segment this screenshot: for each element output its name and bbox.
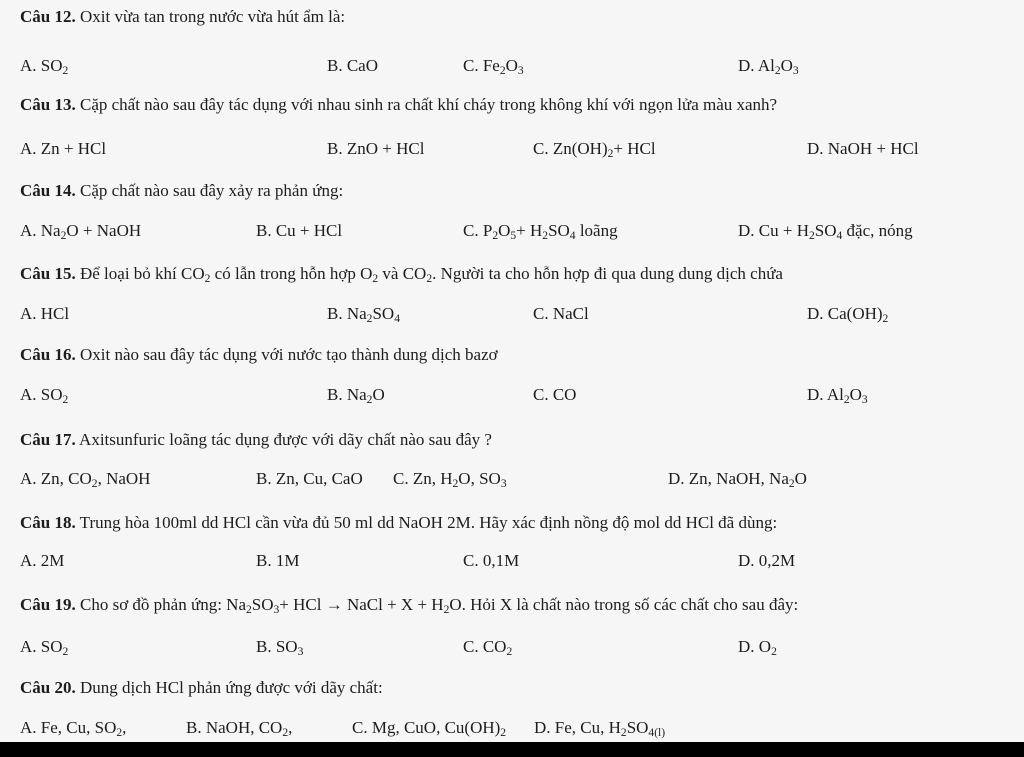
formula-text: có lẫn trong hỗn hợp O [210, 264, 373, 283]
option-label: C. [533, 304, 553, 323]
answer-option [327, 55, 378, 77]
answer-option [186, 717, 292, 739]
formula-text: và CO [378, 264, 427, 283]
subscript: 2 [452, 477, 459, 491]
answer-option [463, 636, 512, 658]
question-text: Oxit nào sau đây tác dụng với nước tạo thành dung dịch bazơ [75, 345, 498, 364]
formula-text: Fe, Cu, H [554, 718, 621, 737]
subscript: 2 [245, 603, 252, 617]
question-number: Câu 12. [20, 7, 76, 26]
subscript: 2 [60, 229, 67, 243]
question-number: Câu 20. [20, 678, 76, 697]
formula-text: Fe [482, 56, 500, 75]
answer-option [533, 303, 589, 325]
subscript: 2 [843, 393, 850, 407]
subscript: 3 [500, 477, 507, 491]
formula-text: Na [40, 221, 61, 240]
option-label: B. [256, 469, 276, 488]
option-label: D. [534, 718, 555, 737]
question-20 [20, 677, 383, 699]
option-label: A. [20, 718, 41, 737]
subscript: 2 [62, 393, 69, 407]
subscript: 3 [792, 64, 799, 78]
subscript: 3 [297, 645, 304, 659]
formula-text: Mg, CuO, Cu(OH) [371, 718, 501, 737]
question-text: Oxit vừa tan trong nước vừa hút ẩm là: [75, 7, 346, 26]
subscript: 2 [62, 645, 69, 659]
question-text: Cặp chất nào sau đây xảy ra phản ứng: [75, 181, 344, 200]
option-label: D. [738, 551, 759, 570]
subscript: 2 [62, 64, 69, 78]
answer-option [668, 468, 807, 490]
question-text: Trung hòa 100ml dd HCl cần vừa đủ 50 ml dd NaOH 2M. Hãy xác định nồng độ mol dd HCl đã dùng: [75, 513, 778, 532]
question-number: Câu 18. [20, 513, 76, 532]
option-label: D. [807, 304, 828, 323]
subscript: 3 [273, 603, 280, 617]
answer-option [463, 550, 519, 572]
formula-text: loãng [575, 221, 618, 240]
option-label: D. [738, 56, 758, 75]
subscript: 2 [808, 229, 815, 243]
option-label: C. [393, 469, 413, 488]
option-label: C. [463, 551, 483, 570]
question-17 [20, 429, 492, 451]
subscript: 2 [492, 229, 499, 243]
formula-text: Al [826, 385, 844, 404]
answer-option [327, 138, 424, 160]
option-label: D. [807, 385, 827, 404]
option-label: D. [738, 637, 759, 656]
formula-text: O. Hỏi X là chất nào trong số các chất cho sau đây: [449, 595, 799, 614]
subscript: 2 [607, 147, 614, 161]
subscript: 4 [394, 312, 400, 326]
formula-text: Cho sơ đồ phản ứng: Na [75, 595, 246, 614]
formula-text: . Người ta cho hỗn hợp đi qua dung dung dịch chứa [432, 264, 783, 283]
option-label: A. [20, 551, 41, 570]
answer-option [807, 138, 919, 160]
option-label: C. [533, 139, 553, 158]
answer-option [327, 384, 385, 406]
answer-option [463, 220, 618, 242]
formula-text: Cu + HCl [275, 221, 343, 240]
formula-text: NaCl [552, 304, 589, 323]
question-18 [20, 512, 777, 534]
answer-option [20, 717, 126, 739]
formula-text: O [372, 385, 385, 404]
question-number: Câu 13. [20, 95, 76, 114]
subscript: 4 [836, 229, 843, 243]
formula-text: 0,2M [758, 551, 796, 570]
formula-text: , [288, 718, 293, 737]
formula-text: O [849, 385, 862, 404]
formula-text: Zn(OH) [552, 139, 608, 158]
formula-text: O [794, 469, 807, 488]
option-label: B. [256, 221, 276, 240]
formula-text: Fe, Cu, SO [40, 718, 117, 737]
subscript: 2 [443, 603, 450, 617]
answer-option [352, 717, 506, 739]
answer-option [20, 384, 68, 406]
question-number: Câu 14. [20, 181, 76, 200]
formula-text: SO [626, 718, 649, 737]
formula-text: CO [552, 385, 577, 404]
option-label: C. [463, 221, 483, 240]
formula-text: Cu + H [758, 221, 809, 240]
answer-option [738, 220, 913, 242]
formula-text: , NaOH [97, 469, 151, 488]
subscript: 2 [426, 272, 433, 286]
formula-text: Để loại bỏ khí CO [75, 264, 205, 283]
formula-text: SO [548, 221, 570, 240]
option-label: B. [327, 56, 347, 75]
option-label: A. [20, 469, 41, 488]
answer-option [256, 220, 342, 242]
formula-text: Na [346, 385, 367, 404]
option-label: C. [463, 56, 483, 75]
subscript: 2 [499, 64, 506, 78]
subscript: 2 [882, 312, 889, 326]
formula-text: , [122, 718, 127, 737]
subscript: 2 [366, 312, 373, 326]
option-label: A. [20, 139, 41, 158]
formula-text: O [505, 56, 518, 75]
formula-text: + HCl → NaCl + X + H [279, 595, 444, 614]
formula-text: Zn, CO [40, 469, 92, 488]
subscript: 4(l) [648, 726, 666, 740]
formula-text: P [482, 221, 493, 240]
option-label: A. [20, 637, 41, 656]
answer-option [738, 550, 795, 572]
option-label: B. [327, 139, 347, 158]
formula-text: 1M [275, 551, 300, 570]
option-label: C. [352, 718, 372, 737]
subscript: 2 [506, 645, 513, 659]
option-label: A. [20, 304, 41, 323]
formula-text: SO [814, 221, 837, 240]
answer-option [256, 636, 303, 658]
question-text [75, 264, 783, 286]
formula-text: NaOH, CO [205, 718, 283, 737]
question-14 [20, 180, 343, 202]
answer-option [807, 303, 888, 325]
option-label: D. [668, 469, 689, 488]
question-number: Câu 16. [20, 345, 76, 364]
formula-text: ZnO + HCl [346, 139, 425, 158]
formula-text: SO [372, 304, 395, 323]
subscript: 2 [116, 726, 123, 740]
answer-option [393, 468, 507, 490]
formula-text: O, SO [458, 469, 501, 488]
formula-text: Zn, H [412, 469, 453, 488]
formula-text: O + NaOH [66, 221, 142, 240]
subscript: 2 [620, 726, 627, 740]
subscript: 2 [774, 64, 781, 78]
formula-text: O [780, 56, 793, 75]
formula-text: 2M [40, 551, 65, 570]
question-number: Câu 17. [20, 430, 76, 449]
formula-text: HCl [40, 304, 70, 323]
option-label: B. [186, 718, 206, 737]
subscript: 3 [517, 64, 524, 78]
answer-option [738, 636, 777, 658]
answer-option [327, 303, 400, 325]
answer-option [533, 384, 576, 406]
answer-option [533, 138, 656, 160]
question-number: Câu 19. [20, 595, 76, 614]
answer-option [20, 636, 68, 658]
answer-option [463, 55, 524, 77]
formula-text: đặc, nóng [842, 221, 913, 240]
formula-text: SO [251, 595, 274, 614]
formula-text: SO [40, 385, 63, 404]
question-12 [20, 6, 345, 28]
answer-option [20, 220, 141, 242]
question-16 [20, 344, 498, 366]
subscript: 2 [282, 726, 289, 740]
subscript: 5 [510, 229, 517, 243]
answer-option [20, 138, 106, 160]
formula-text: CaO [346, 56, 379, 75]
question-text: Cặp chất nào sau đây tác dụng với nhau sinh ra chất khí cháy trong không khí với ngọn lửa màu xanh? [75, 95, 778, 114]
formula-text: SO [40, 56, 63, 75]
answer-option [20, 468, 150, 490]
formula-text: + H [516, 221, 543, 240]
formula-text: Zn + HCl [40, 139, 107, 158]
option-label: B. [256, 637, 276, 656]
formula-text: Zn, Cu, CaO [275, 469, 363, 488]
answer-option [20, 303, 69, 325]
option-label: A. [20, 56, 41, 75]
option-label: A. [20, 385, 41, 404]
formula-text: Na [346, 304, 367, 323]
formula-text: Zn, NaOH, Na [688, 469, 789, 488]
formula-text: CO [482, 637, 507, 656]
question-13 [20, 94, 777, 116]
option-label: B. [256, 551, 276, 570]
formula-text: O [758, 637, 772, 656]
formula-text: Al [757, 56, 775, 75]
option-label: B. [327, 304, 347, 323]
subscript: 3 [861, 393, 868, 407]
question-text: Dung dịch HCl phản ứng được với dãy chất: [75, 678, 383, 697]
option-label: A. [20, 221, 41, 240]
option-label: D. [738, 221, 759, 240]
formula-text: SO [275, 637, 298, 656]
formula-text: O [498, 221, 511, 240]
formula-text: NaOH + HCl [827, 139, 919, 158]
answer-option [256, 468, 363, 490]
subscript: 2 [542, 229, 549, 243]
answer-option [256, 550, 299, 572]
question-text [75, 595, 799, 617]
formula-text: SO [40, 637, 63, 656]
question-15 [20, 263, 783, 285]
subscript: 2 [204, 272, 211, 286]
answer-option [807, 384, 868, 406]
formula-text: Ca(OH) [827, 304, 883, 323]
option-label: B. [327, 385, 347, 404]
question-19 [20, 594, 798, 616]
option-label: C. [533, 385, 553, 404]
bottom-black-bar [0, 742, 1024, 757]
option-label: D. [807, 139, 828, 158]
question-number: Câu 15. [20, 264, 76, 283]
subscript: 2 [372, 272, 379, 286]
answer-option [534, 717, 665, 739]
answer-option [20, 550, 64, 572]
answer-option [738, 55, 799, 77]
subscript: 2 [771, 645, 777, 659]
option-label: C. [463, 637, 483, 656]
subscript: 2 [366, 393, 373, 407]
subscript: 4 [569, 229, 576, 243]
formula-text: + HCl [613, 139, 656, 158]
formula-text: 0,1M [482, 551, 520, 570]
subscript: 2 [500, 726, 507, 740]
subscript: 2 [91, 477, 98, 491]
question-text: Axitsunfuric loãng tác dụng được với dãy chất nào sau đây ? [75, 430, 492, 449]
subscript: 2 [788, 477, 795, 491]
answer-option [20, 55, 68, 77]
